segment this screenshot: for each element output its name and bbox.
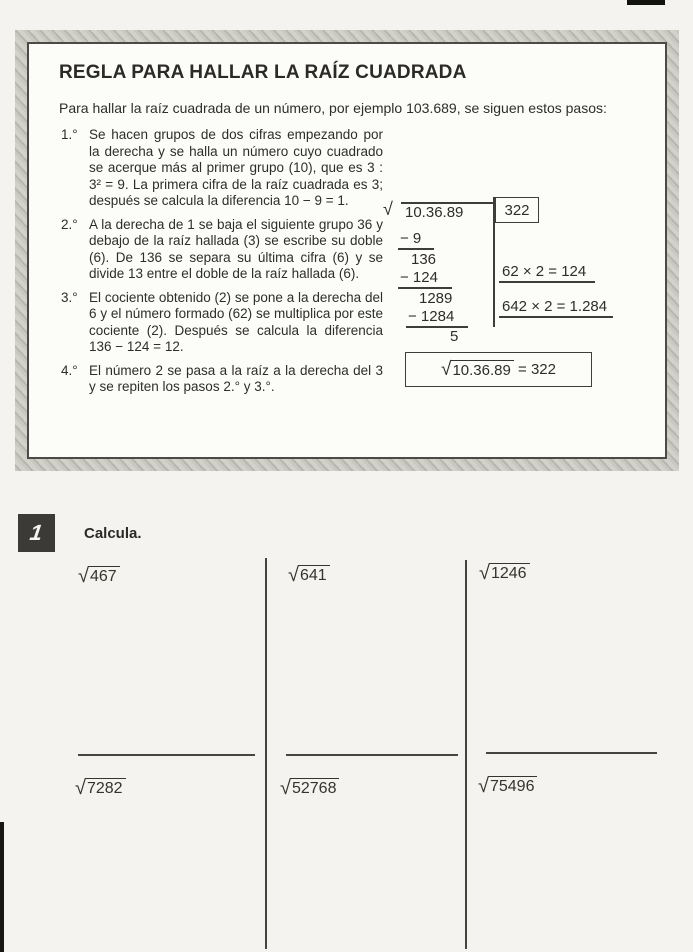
calc-line: 136	[411, 251, 437, 268]
rule-step-3	[61, 290, 383, 356]
step-text: El número 2 se pasa a la raíz a la derecha del 3 y se repiten los pasos 2.° y 3.°.	[89, 362, 383, 394]
side-product: 62 × 2 = 124	[502, 263, 587, 280]
calc-line: − 9	[400, 230, 422, 247]
sqrt-symbol: √	[280, 777, 291, 799]
problem-sqrt-7282	[75, 777, 126, 800]
radicand: 10.36.89	[405, 204, 464, 221]
problem-sqrt-52768	[280, 777, 339, 800]
step-number: 2.°	[61, 216, 78, 232]
column-divider	[465, 560, 467, 949]
underline	[398, 248, 434, 250]
step-number: 4.°	[61, 362, 78, 378]
column-divider	[265, 558, 267, 949]
calc-line: 5	[450, 328, 459, 345]
underline	[406, 326, 468, 328]
sqrt-symbol: √	[478, 775, 489, 797]
row-divider	[486, 752, 657, 754]
result-box	[405, 352, 592, 387]
result-radicand: 10.36.89	[450, 360, 513, 379]
sqrt-symbol: √	[441, 358, 452, 380]
underline	[499, 281, 595, 283]
step-text: A la derecha de 1 se baja el siguiente grupo 36 y debajo de la raíz hallada (3) se escribe su doble (6). De 136 se separa su última cifra (6) y se divide 13 entre el doble de la raíz hallada (6).	[89, 216, 383, 281]
exercise-instruction: Calcula.	[84, 525, 142, 542]
radicand: 7282	[85, 778, 126, 797]
radicand: 75496	[488, 776, 538, 795]
sqrt-symbol: √	[288, 564, 299, 586]
row-divider	[286, 754, 458, 756]
rule-step-2	[61, 217, 383, 283]
step-number: 3.°	[61, 289, 78, 305]
radicand: 467	[88, 566, 120, 585]
problem-sqrt-1246	[479, 562, 530, 585]
calc-line: − 124	[400, 269, 438, 286]
worked-example-calculation	[378, 195, 630, 345]
scan-artifact-left-bar	[0, 822, 4, 952]
problem-sqrt-75496	[478, 775, 537, 798]
scan-artifact-top-mark	[627, 0, 665, 5]
radicand: 641	[298, 565, 330, 584]
row-divider	[78, 754, 255, 756]
root-box	[495, 197, 539, 223]
sqrt-symbol: √	[479, 562, 490, 584]
radicand: 52768	[290, 778, 340, 797]
underline	[499, 316, 613, 318]
rule-intro: Para hallar la raíz cuadrada de un número, por ejemplo 103.689, se siguen estos pasos:	[59, 100, 607, 116]
root-value: 322	[504, 201, 530, 219]
step-number: 1.°	[61, 127, 78, 142]
step-text: El cociente obtenido (2) se pone a la derecha del 6 y el número formado (62) se multiplica por este cociente (2). Después se calcula la diferencia 136 − 124 = 12.	[89, 289, 383, 354]
rule-title: REGLA PARA HALLAR LA RAÍZ CUADRADA	[59, 62, 467, 83]
radicand: 1246	[489, 563, 530, 582]
exercise-number: 1	[28, 520, 45, 545]
problem-sqrt-641	[288, 564, 330, 587]
rule-steps-list	[61, 127, 383, 396]
side-product: 642 × 2 = 1.284	[502, 298, 608, 315]
sqrt-symbol: √	[75, 777, 86, 799]
rule-step-1	[61, 127, 383, 210]
sqrt-symbol: √	[383, 199, 393, 219]
calc-line: 1289	[419, 290, 453, 307]
exercise-number-badge	[18, 514, 55, 552]
calc-line: − 1284	[408, 308, 455, 325]
rule-step-4	[61, 363, 383, 396]
result-value: = 322	[518, 361, 556, 378]
problem-sqrt-467	[78, 565, 120, 588]
sqrt-symbol: √	[78, 565, 89, 587]
step-text: Se hacen grupos de dos cifras empezando por la derecha y se halla un número cuyo cuadrado se acerque más al primer grupo (10), que es 3 : 3² = 9. La primera cifra de la raíz cuadrada es 3; después se calcula la diferencia 10 − 9 = 1.	[89, 127, 383, 208]
underline	[398, 287, 452, 289]
